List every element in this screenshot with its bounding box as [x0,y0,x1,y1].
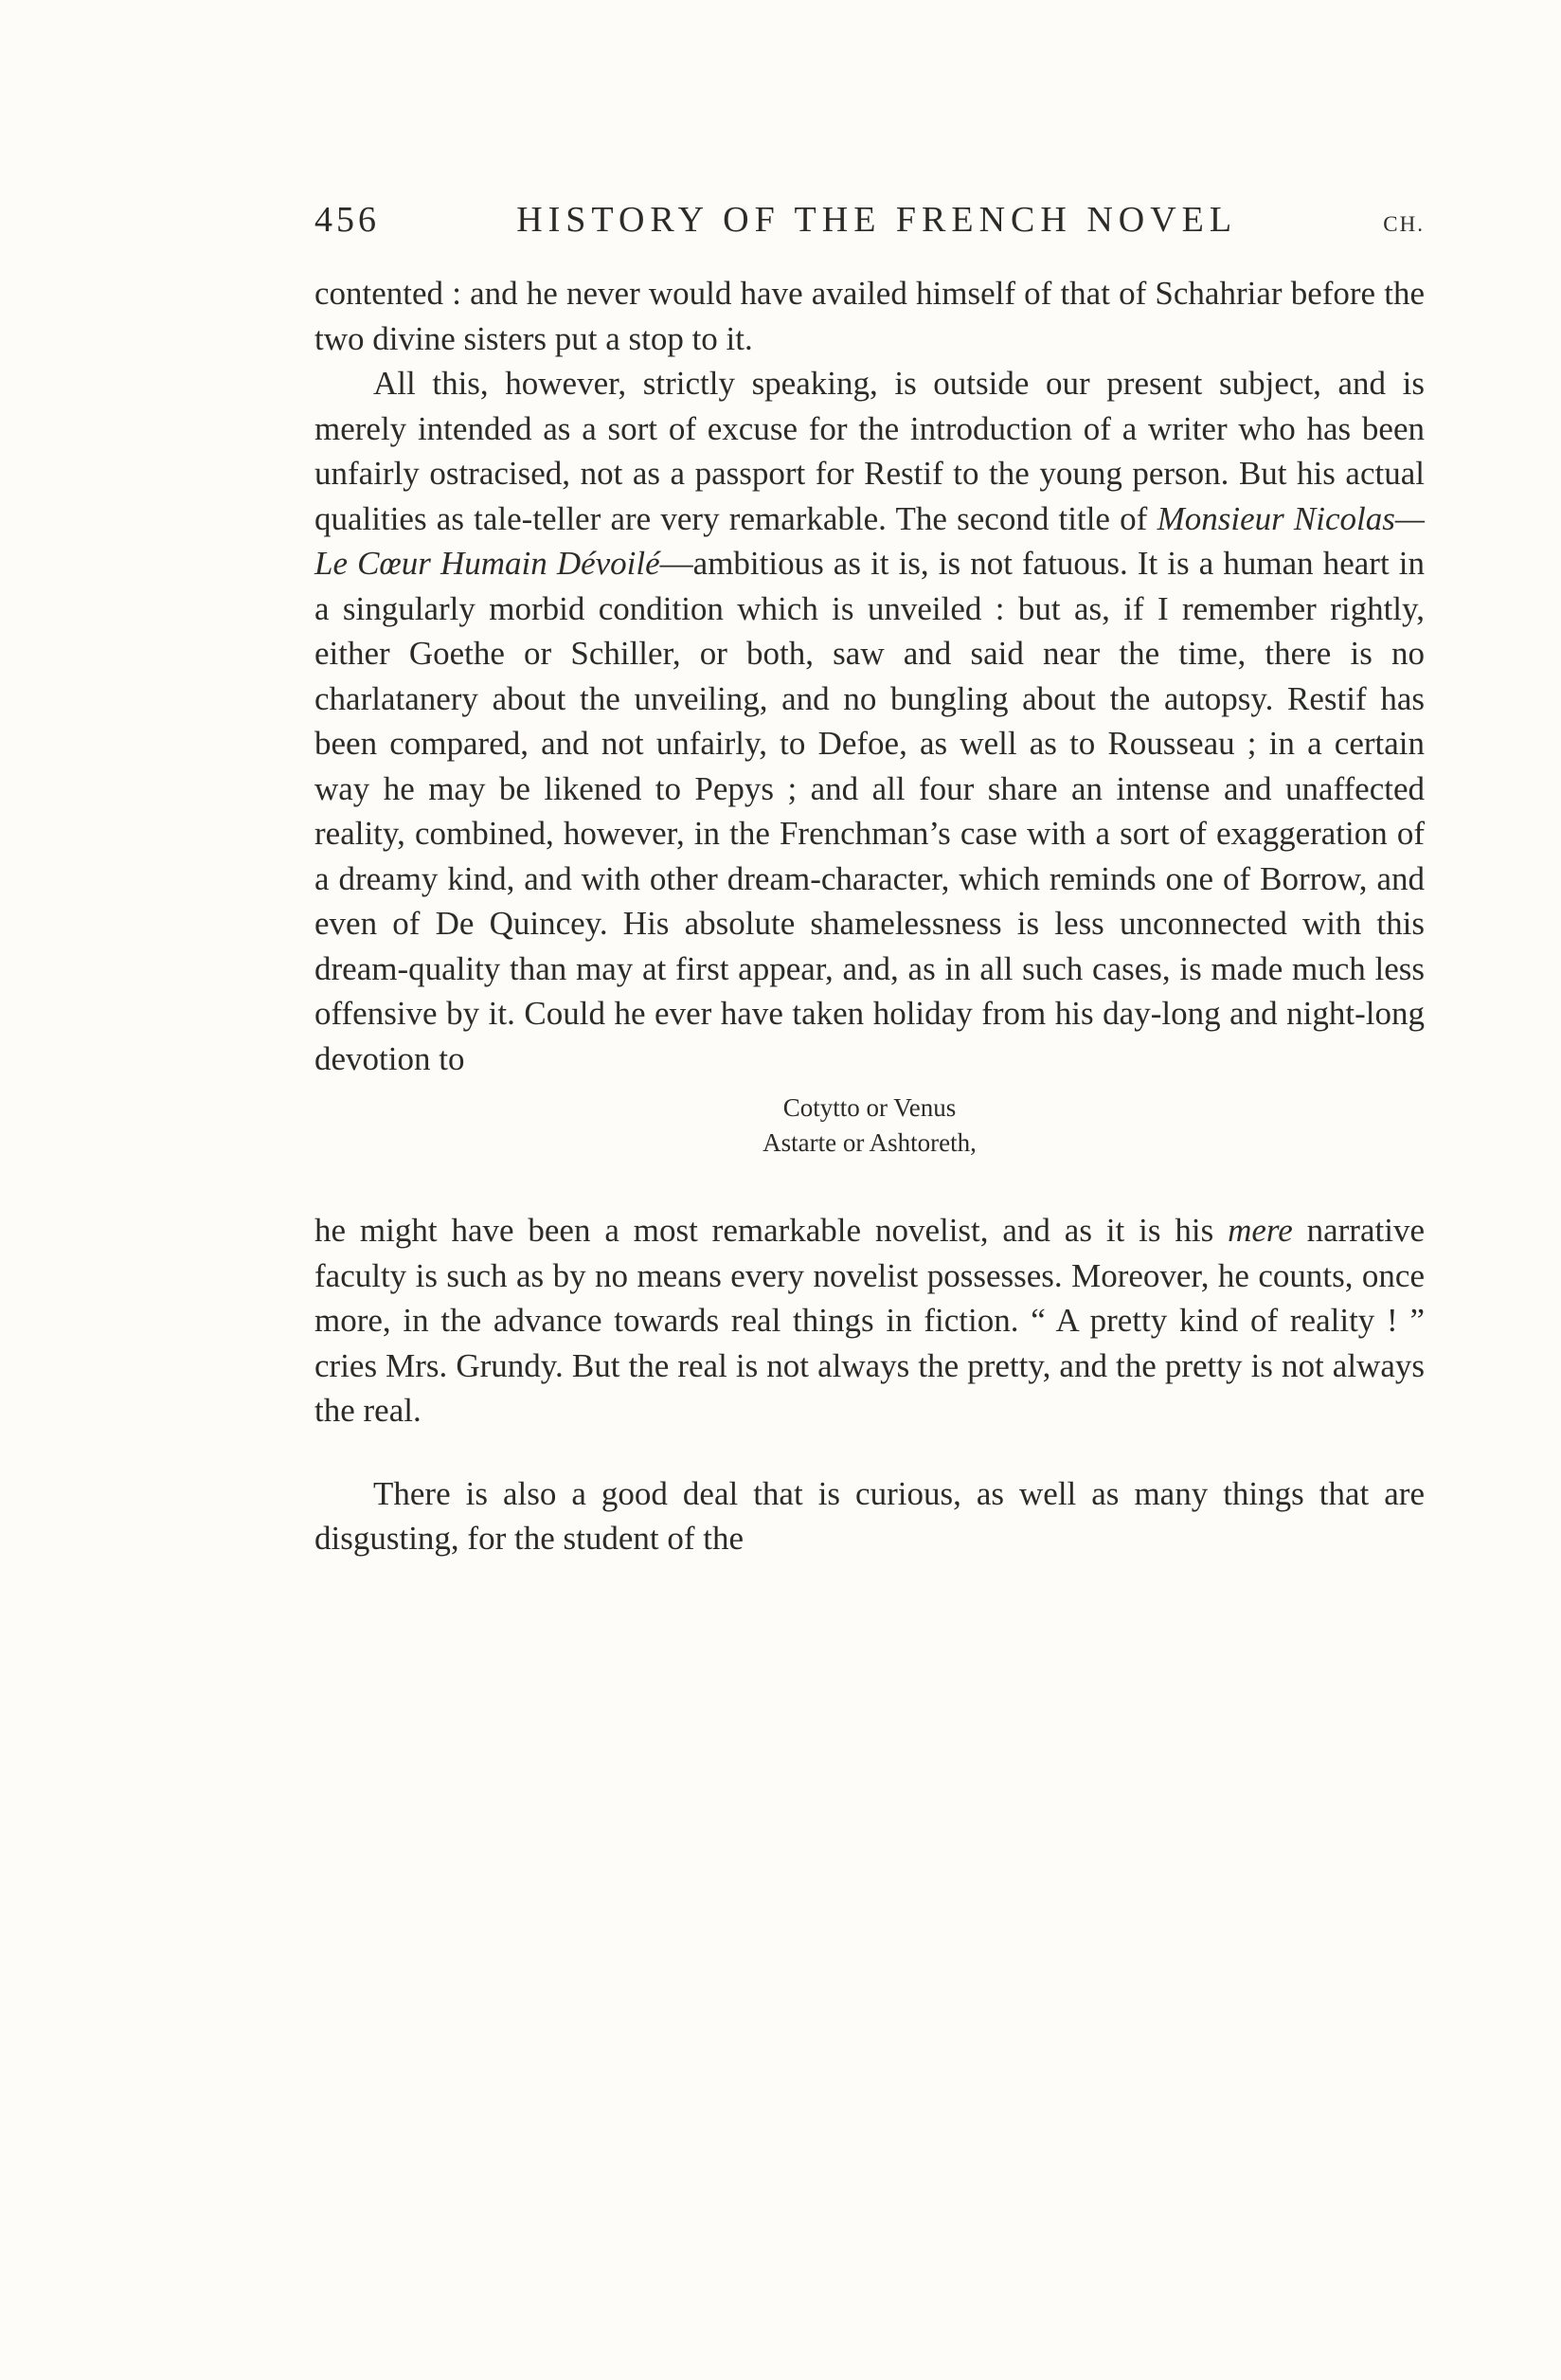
verse-block [314,1091,1425,1161]
text-block [314,199,1425,1561]
body-text: narrative faculty is such as by no means every novelist possesses. Moreover, he counts, once more, in the advance towards real things in fiction. “ A pretty kind of reality ! ” cries Mrs. Grundy. But the real is not always the pretty, and the pretty is not always the real. [314,1212,1425,1429]
body-text: All this, however, strictly speaking, is outside our present subject, and is merely intended as a sort of excuse for the introduction of a writer who has been unfairly ostracised, not as a passport for Restif to the young person. But his actual qualities as tale-teller are very remarkable. The second title of [314,365,1425,537]
italic-text: Monsieur Nicolas—Le Cœur Humain Dévoilé [314,499,1425,582]
running-header [314,199,1425,241]
page-number: 456 [314,200,380,240]
body-text: contented : and he never would have availed himself of that of Schahriar before the two divine sisters put a stop to it. [314,275,1425,357]
verse-line: Astarte or Ashtoreth, [763,1128,977,1157]
body-text: he might have been a most remarkable novelist, and as it is his [314,1212,1229,1249]
page-body [314,271,1425,1561]
chapter-marker: CH. [1383,212,1425,236]
paragraph [314,1208,1425,1433]
paragraph [314,361,1425,1081]
italic-text: mere [1228,1212,1293,1249]
body-text: —ambitious as it is, is not fatuous. It is a human heart in a singularly morbid condition which is unveiled : but as, if I remember rightly, either Goethe or Schiller, or both, saw and said near the time, there is no charlatanery about the unveiling, and no bungling about the autopsy. Restif has been compared, and not unfairly, to Defoe, as well as to Rousseau ; in a certain way he may be likened to Pepys ; and all four share an intense and unaffected reality, combined, however, in the Frenchman’s case with a sort of exaggeration of a dreamy kind, and with other dream-character, which reminds one of Borrow, and even of De Quincey. His absolute shamelessness is less unconnected with this dream-quality than may at first appear, and, as in all such cases, is made much less offensive by it. Could he ever have taken holiday from his day-long and night-long devotion to [314,545,1425,1077]
verse-line: Cotytto or Venus [782,1093,957,1122]
paragraph [314,271,1425,361]
paragraph [314,1471,1425,1561]
running-title: HISTORY OF THE FRENCH NOVEL [516,200,1238,240]
body-text: There is also a good deal that is curious, as well as many things that are disgusting, for the student of the [314,1474,1425,1557]
